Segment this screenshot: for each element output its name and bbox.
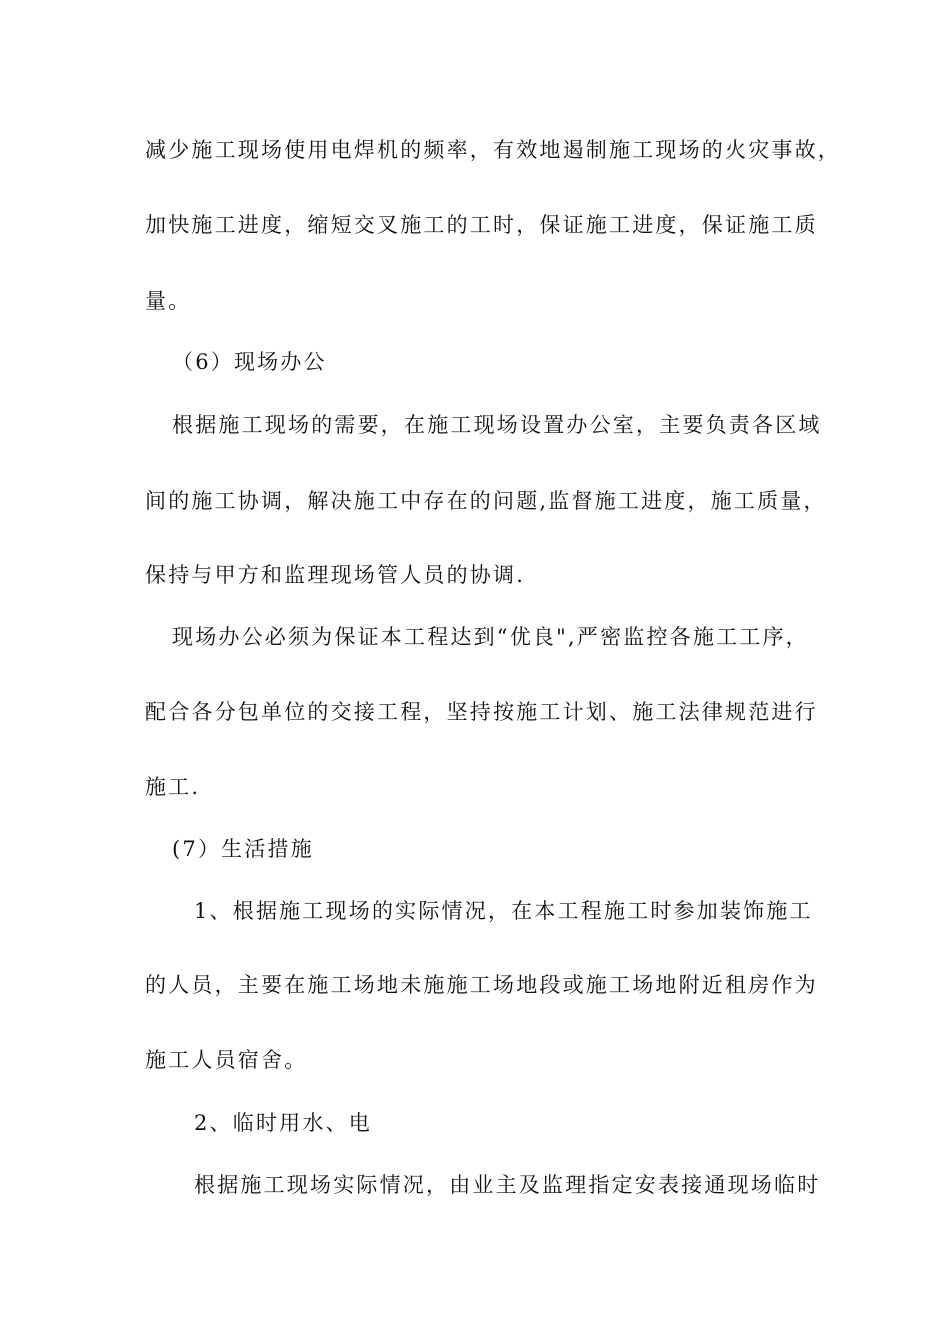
paragraph-line: 施工. (145, 775, 201, 799)
paragraph-line: 量。 (145, 289, 192, 313)
section-heading: （6）现场办公 (172, 350, 327, 374)
paragraph-line: 的人员，主要在施工场地未施施工场地段或施工场地附近租房作为 (145, 973, 818, 997)
paragraph-line: 现场办公必须为保证本工程达到“优良",严密监控各施工工序， (172, 625, 809, 649)
paragraph-line: 间的施工协调，解决施工中存在的问题,监督施工进度，施工质量， (145, 489, 827, 513)
section-heading: (7）生活措施 (172, 837, 314, 861)
paragraph-line: 1、根据施工现场的实际情况，在本工程施工时参加装饰施工 (194, 899, 813, 923)
paragraph-line: 根据施工现场的需要，在施工现场设置办公室，主要负责各区域 (172, 413, 822, 437)
paragraph-line: 保持与甲方和监理现场管人员的协调. (145, 563, 526, 587)
subsection-heading: 2、临时用水、电 (194, 1111, 372, 1135)
paragraph-line: 配合各分包单位的交接工程，坚持按施工计划、施工法律规范进行 (145, 700, 818, 724)
paragraph-line: 减少施工现场使用电焊机的频率，有效地遏制施工现场的火灾事故， (145, 138, 841, 162)
paragraph-line: 加快施工进度，缩短交叉施工的工时，保证施工进度，保证施工质 (145, 213, 818, 237)
paragraph-line: 施工人员宿舍。 (145, 1048, 308, 1072)
paragraph-line: 根据施工现场实际情况，由业主及监理指定安表接通现场临时 (194, 1173, 821, 1197)
